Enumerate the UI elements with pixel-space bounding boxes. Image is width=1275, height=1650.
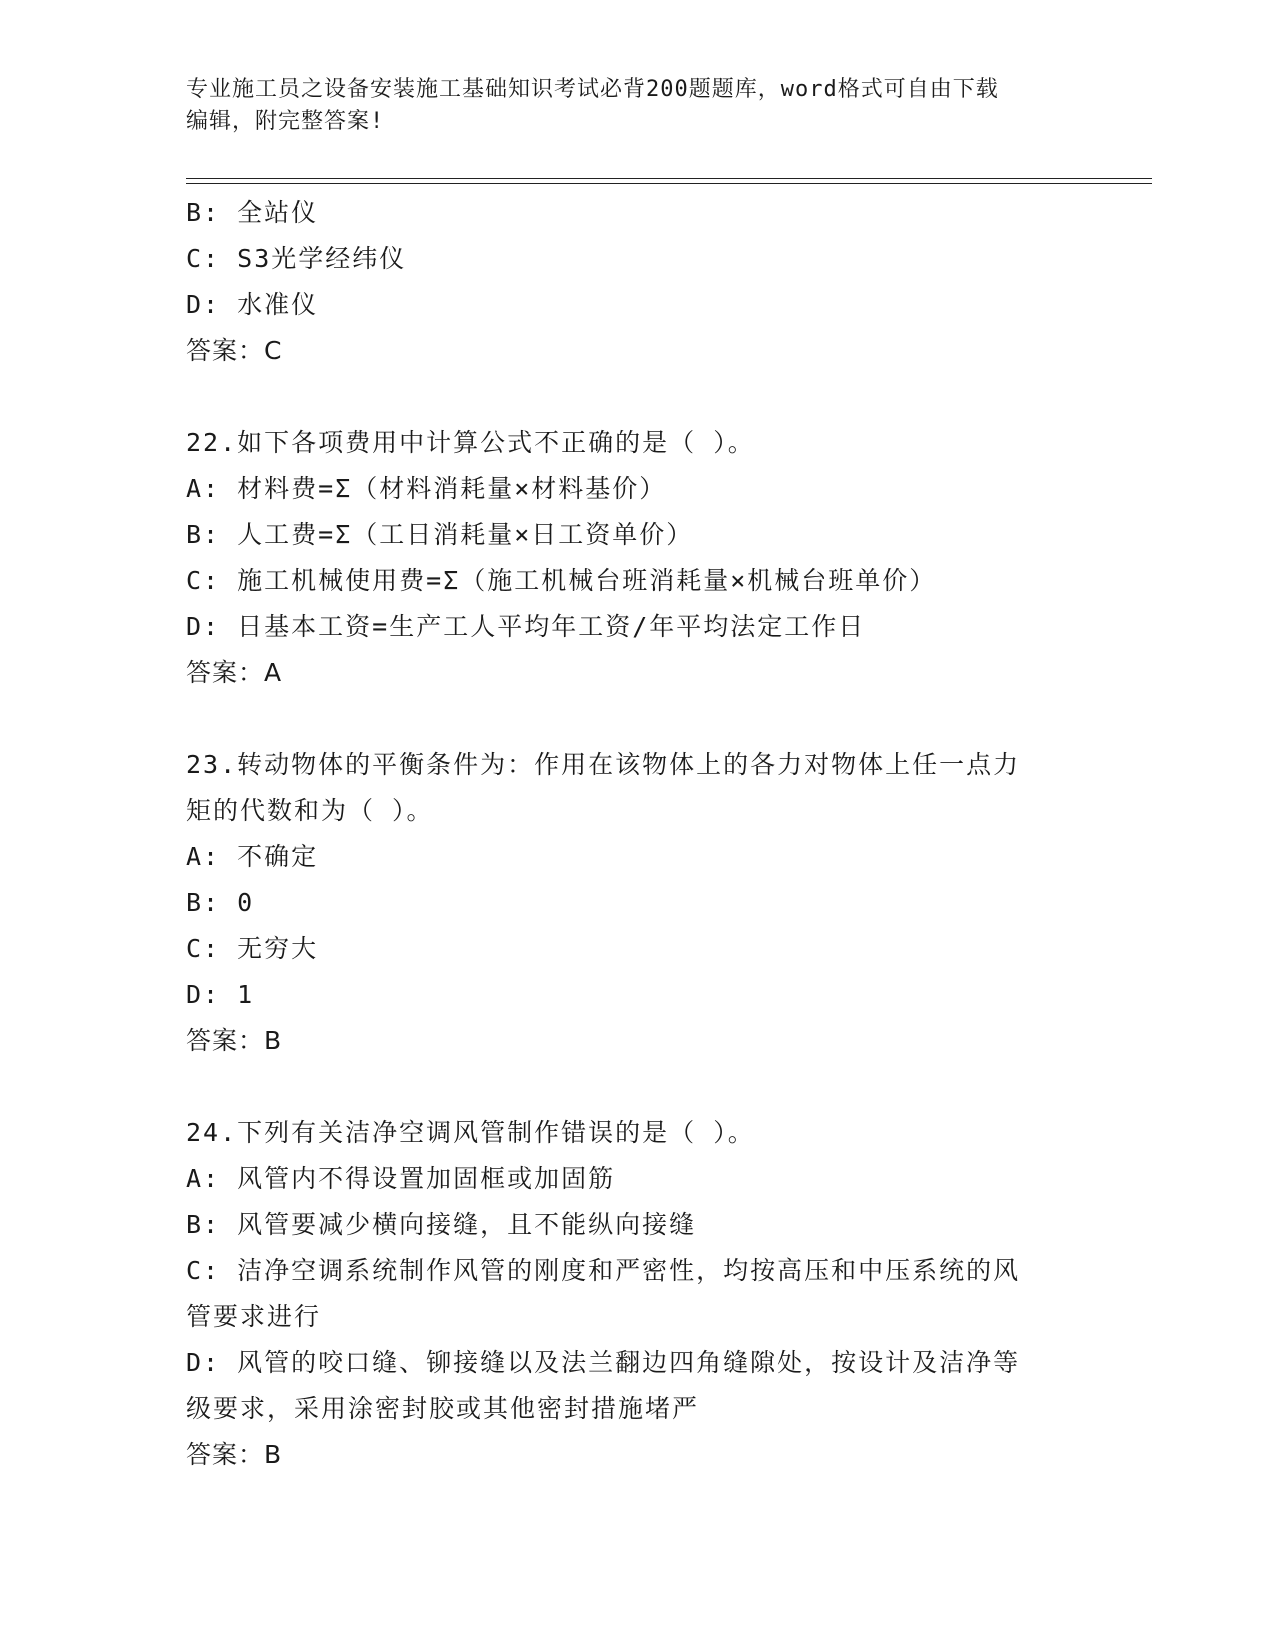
q23-question-line2: 矩的代数和为（ ）。: [186, 796, 434, 825]
header-title-line2: 编辑，附完整答案!: [186, 109, 385, 134]
q24-option-c-line1: C: 洁净空调系统制作风管的刚度和严密性，均按高压和中压系统的风: [186, 1256, 1021, 1285]
question-22: [186, 420, 1086, 696]
question-24: [186, 1110, 1086, 1478]
q23-option-a: A: 不确定: [186, 842, 319, 871]
q24-option-a: A: 风管内不得设置加固框或加固筋: [186, 1164, 616, 1193]
q22-option-b: B: 人工费=Σ（工日消耗量×日工资单价）: [186, 520, 694, 549]
header-divider-top: [186, 178, 1152, 179]
header-divider-bottom: [186, 183, 1152, 184]
header-title-line1: 专业施工员之设备安装施工基础知识考试必背200题题库，word格式可自由下载: [186, 77, 999, 102]
q24-question: 24.下列有关洁净空调风管制作错误的是（ ）。: [186, 1118, 755, 1147]
spacer: [186, 1064, 1086, 1110]
q24-option-b: B: 风管要减少横向接缝，且不能纵向接缝: [186, 1210, 697, 1239]
q22-option-a: A: 材料费=Σ（材料消耗量×材料基价）: [186, 474, 667, 503]
q24-option-c-line2: 管要求进行: [186, 1302, 322, 1331]
question-21: [186, 190, 1086, 374]
spacer: [186, 696, 1086, 742]
q21-option-c: C: S3光学经纬仪: [186, 244, 407, 273]
q23-option-b: B: 0: [186, 888, 255, 917]
q24-answer: 答案：B: [186, 1440, 283, 1469]
spacer: [186, 374, 1086, 420]
q22-option-d: D: 日基本工资=生产工人平均年工资/年平均法定工作日: [186, 612, 866, 641]
q23-answer: 答案：B: [186, 1026, 283, 1055]
q21-answer: 答案：C: [186, 336, 283, 365]
q24-option-d-line2: 级要求，采用涂密封胶或其他密封措施堵严: [186, 1394, 700, 1423]
q22-answer: 答案：A: [186, 658, 283, 687]
q23-option-d: D: 1: [186, 980, 255, 1009]
q21-option-b: B: 全站仪: [186, 198, 319, 227]
question-content: [186, 190, 1086, 1478]
q22-question: 22.如下各项费用中计算公式不正确的是（ ）。: [186, 428, 755, 457]
question-23: [186, 742, 1086, 1064]
q24-option-d-line1: D: 风管的咬口缝、铆接缝以及法兰翻边四角缝隙处，按设计及洁净等: [186, 1348, 1021, 1377]
page-header: [186, 74, 1066, 138]
q23-option-c: C: 无穷大: [186, 934, 319, 963]
q21-option-d: D: 水准仪: [186, 290, 319, 319]
q22-option-c: C: 施工机械使用费=Σ（施工机械台班消耗量×机械台班单价）: [186, 566, 937, 595]
q23-question-line1: 23.转动物体的平衡条件为：作用在该物体上的各力对物体上任一点力: [186, 750, 1021, 779]
